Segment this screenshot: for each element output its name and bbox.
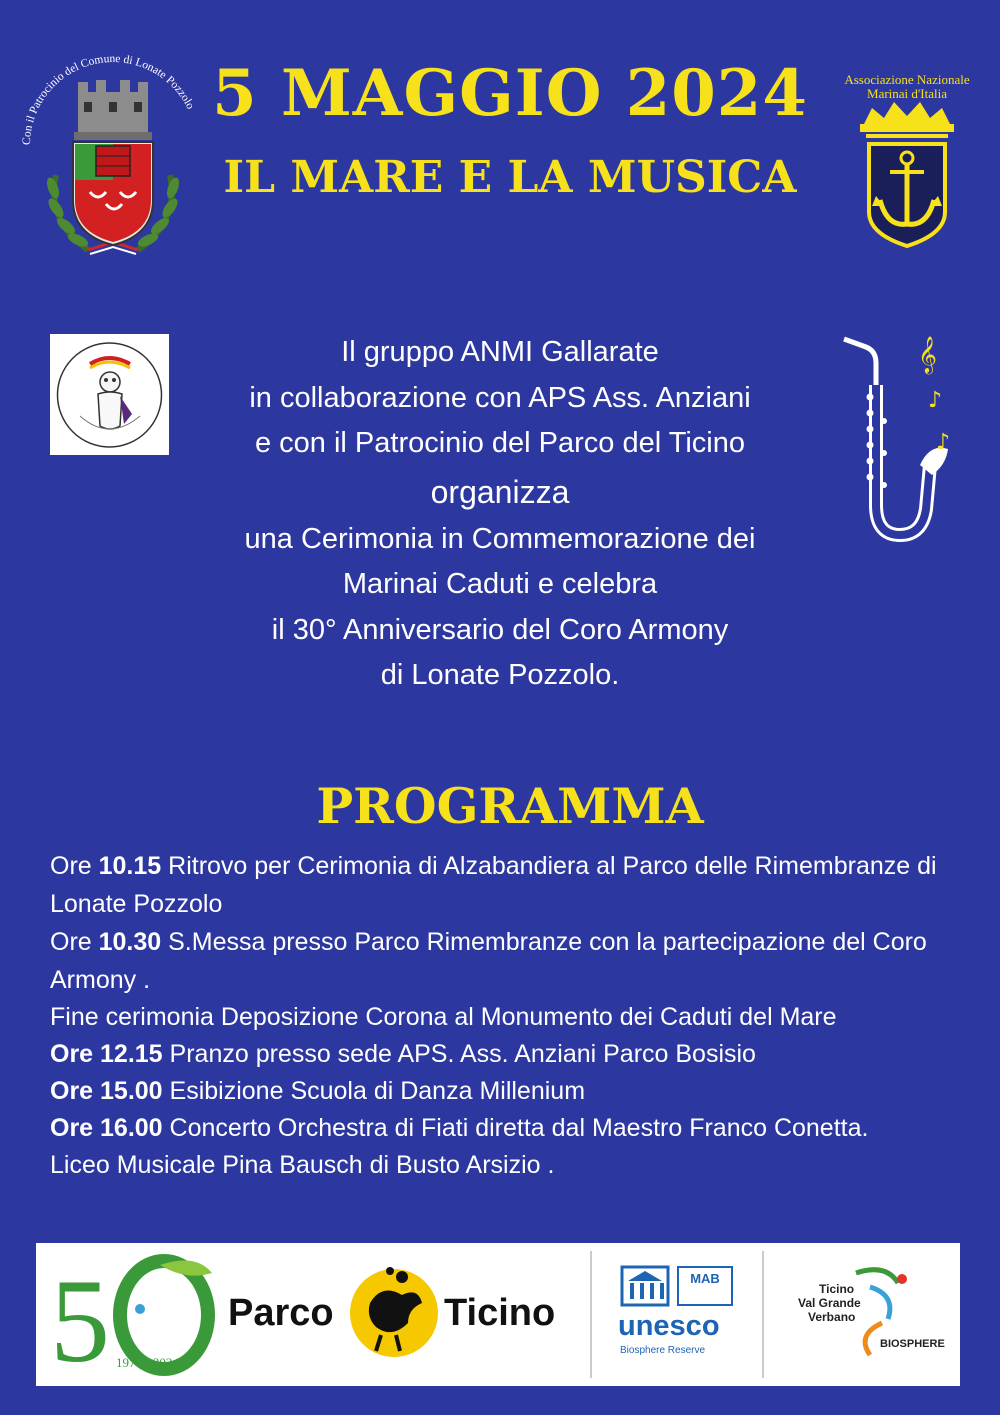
anmi-caption-line2: Marinai d'Italia <box>867 86 947 101</box>
item-time: 10.15 <box>98 852 162 880</box>
programma-item <box>50 1147 985 1184</box>
club-logo-mark <box>50 334 169 455</box>
item-text: Ritrovo per Cerimonia di Alzabandiera al Parco delle Rimembranze di Lonate Pozzolo <box>50 852 937 918</box>
intro-line: Il gruppo ANMI Gallarate <box>341 336 659 368</box>
intro-line: Marinai Caduti e celebra <box>342 568 658 600</box>
event-date-title: 5 MAGGIO 2024 <box>212 56 808 131</box>
anniversary-five: 5 <box>50 1254 110 1386</box>
anniversary-50-logo <box>50 1254 212 1386</box>
programma-item <box>50 999 985 1036</box>
programma-item <box>50 923 985 999</box>
ticino-text: Ticino <box>444 1292 556 1334</box>
intro-line-organizza: organizza <box>430 473 570 510</box>
anmi-caption-line1: Associazione Nazionale <box>844 72 970 87</box>
programma-title: PROGRAMMA <box>316 777 704 835</box>
biosphere-logo <box>798 1270 945 1355</box>
intro-line: una Cerimonia in Commemorazione dei <box>244 522 756 555</box>
anniversary-years: 1974 - 2024 <box>116 1355 179 1370</box>
parco-text: Parco <box>228 1292 334 1334</box>
parco-ticino-logo <box>228 1267 555 1357</box>
item-text: Pranzo presso sede APS. Ass. Anziani Parco Bosisio <box>162 1040 756 1068</box>
aps-club-logo <box>50 334 169 455</box>
eighth-note-icon: ♪ <box>936 430 951 455</box>
item-text: Fine cerimonia Deposizione Corona al Monumento dei Caduti del Mare <box>50 1003 837 1031</box>
item-text: Concerto Orchestra di Fiati diretta dal Maestro Franco Conetta. <box>162 1114 869 1142</box>
intro-line: in collaborazione con APS Ass. Anziani <box>249 381 751 414</box>
programma-item <box>50 1073 985 1110</box>
mab-text: MAB <box>690 1271 720 1286</box>
item-time: Ore 12.15 <box>50 1040 163 1068</box>
item-text: Liceo Musicale Pina Bausch di Busto Arsizio . <box>50 1151 555 1179</box>
item-time: Ore 15.00 <box>50 1077 163 1105</box>
unesco-text: unesco <box>618 1310 720 1342</box>
programma-item <box>50 1110 985 1147</box>
biosphere-line2: Val Grande <box>798 1296 861 1310</box>
crest-caption: Con il Patrocinio del Comune di Lonate Pozzolo <box>20 53 197 146</box>
item-text: S.Messa presso Parco Rimembranze con la partecipazione del Coro Armony . <box>50 928 927 994</box>
intro-line: di Lonate Pozzolo. <box>380 659 620 691</box>
unesco-logo <box>618 1267 732 1356</box>
sponsor-logos <box>36 1243 960 1386</box>
anmi-emblem <box>832 72 982 252</box>
item-text: Esibizione Scuola di Danza Millenium <box>162 1077 586 1105</box>
item-prefix: Ore <box>50 852 99 880</box>
event-title: IL MARE E LA MUSICA <box>223 152 797 203</box>
unesco-subtitle: Biosphere Reserve <box>620 1345 706 1356</box>
sponsor-footer <box>36 1243 960 1386</box>
programma-item <box>50 1036 985 1073</box>
intro-line: e con il Patrocinio del Parco del Ticino <box>254 427 746 459</box>
item-time: 10.30 <box>98 928 162 956</box>
biosphere-label: BIOSPHERE <box>880 1338 945 1350</box>
intro-line: il 30° Anniversario del Coro Armony <box>271 613 729 646</box>
programma-list <box>50 847 985 1184</box>
item-prefix: Ore <box>50 928 99 956</box>
saxophone-illustration <box>836 325 956 550</box>
item-time: Ore 16.00 <box>50 1114 163 1142</box>
saxophone-icon <box>836 325 956 550</box>
treble-clef-icon: 𝄞 <box>918 335 937 373</box>
anchor-emblem <box>832 72 982 252</box>
eighth-note-icon: ♪ <box>928 388 943 413</box>
intro-text <box>180 330 820 699</box>
biosphere-line3: Verbano <box>808 1310 856 1324</box>
biosphere-line1: Ticino <box>819 1282 855 1296</box>
programma-item <box>50 847 985 923</box>
